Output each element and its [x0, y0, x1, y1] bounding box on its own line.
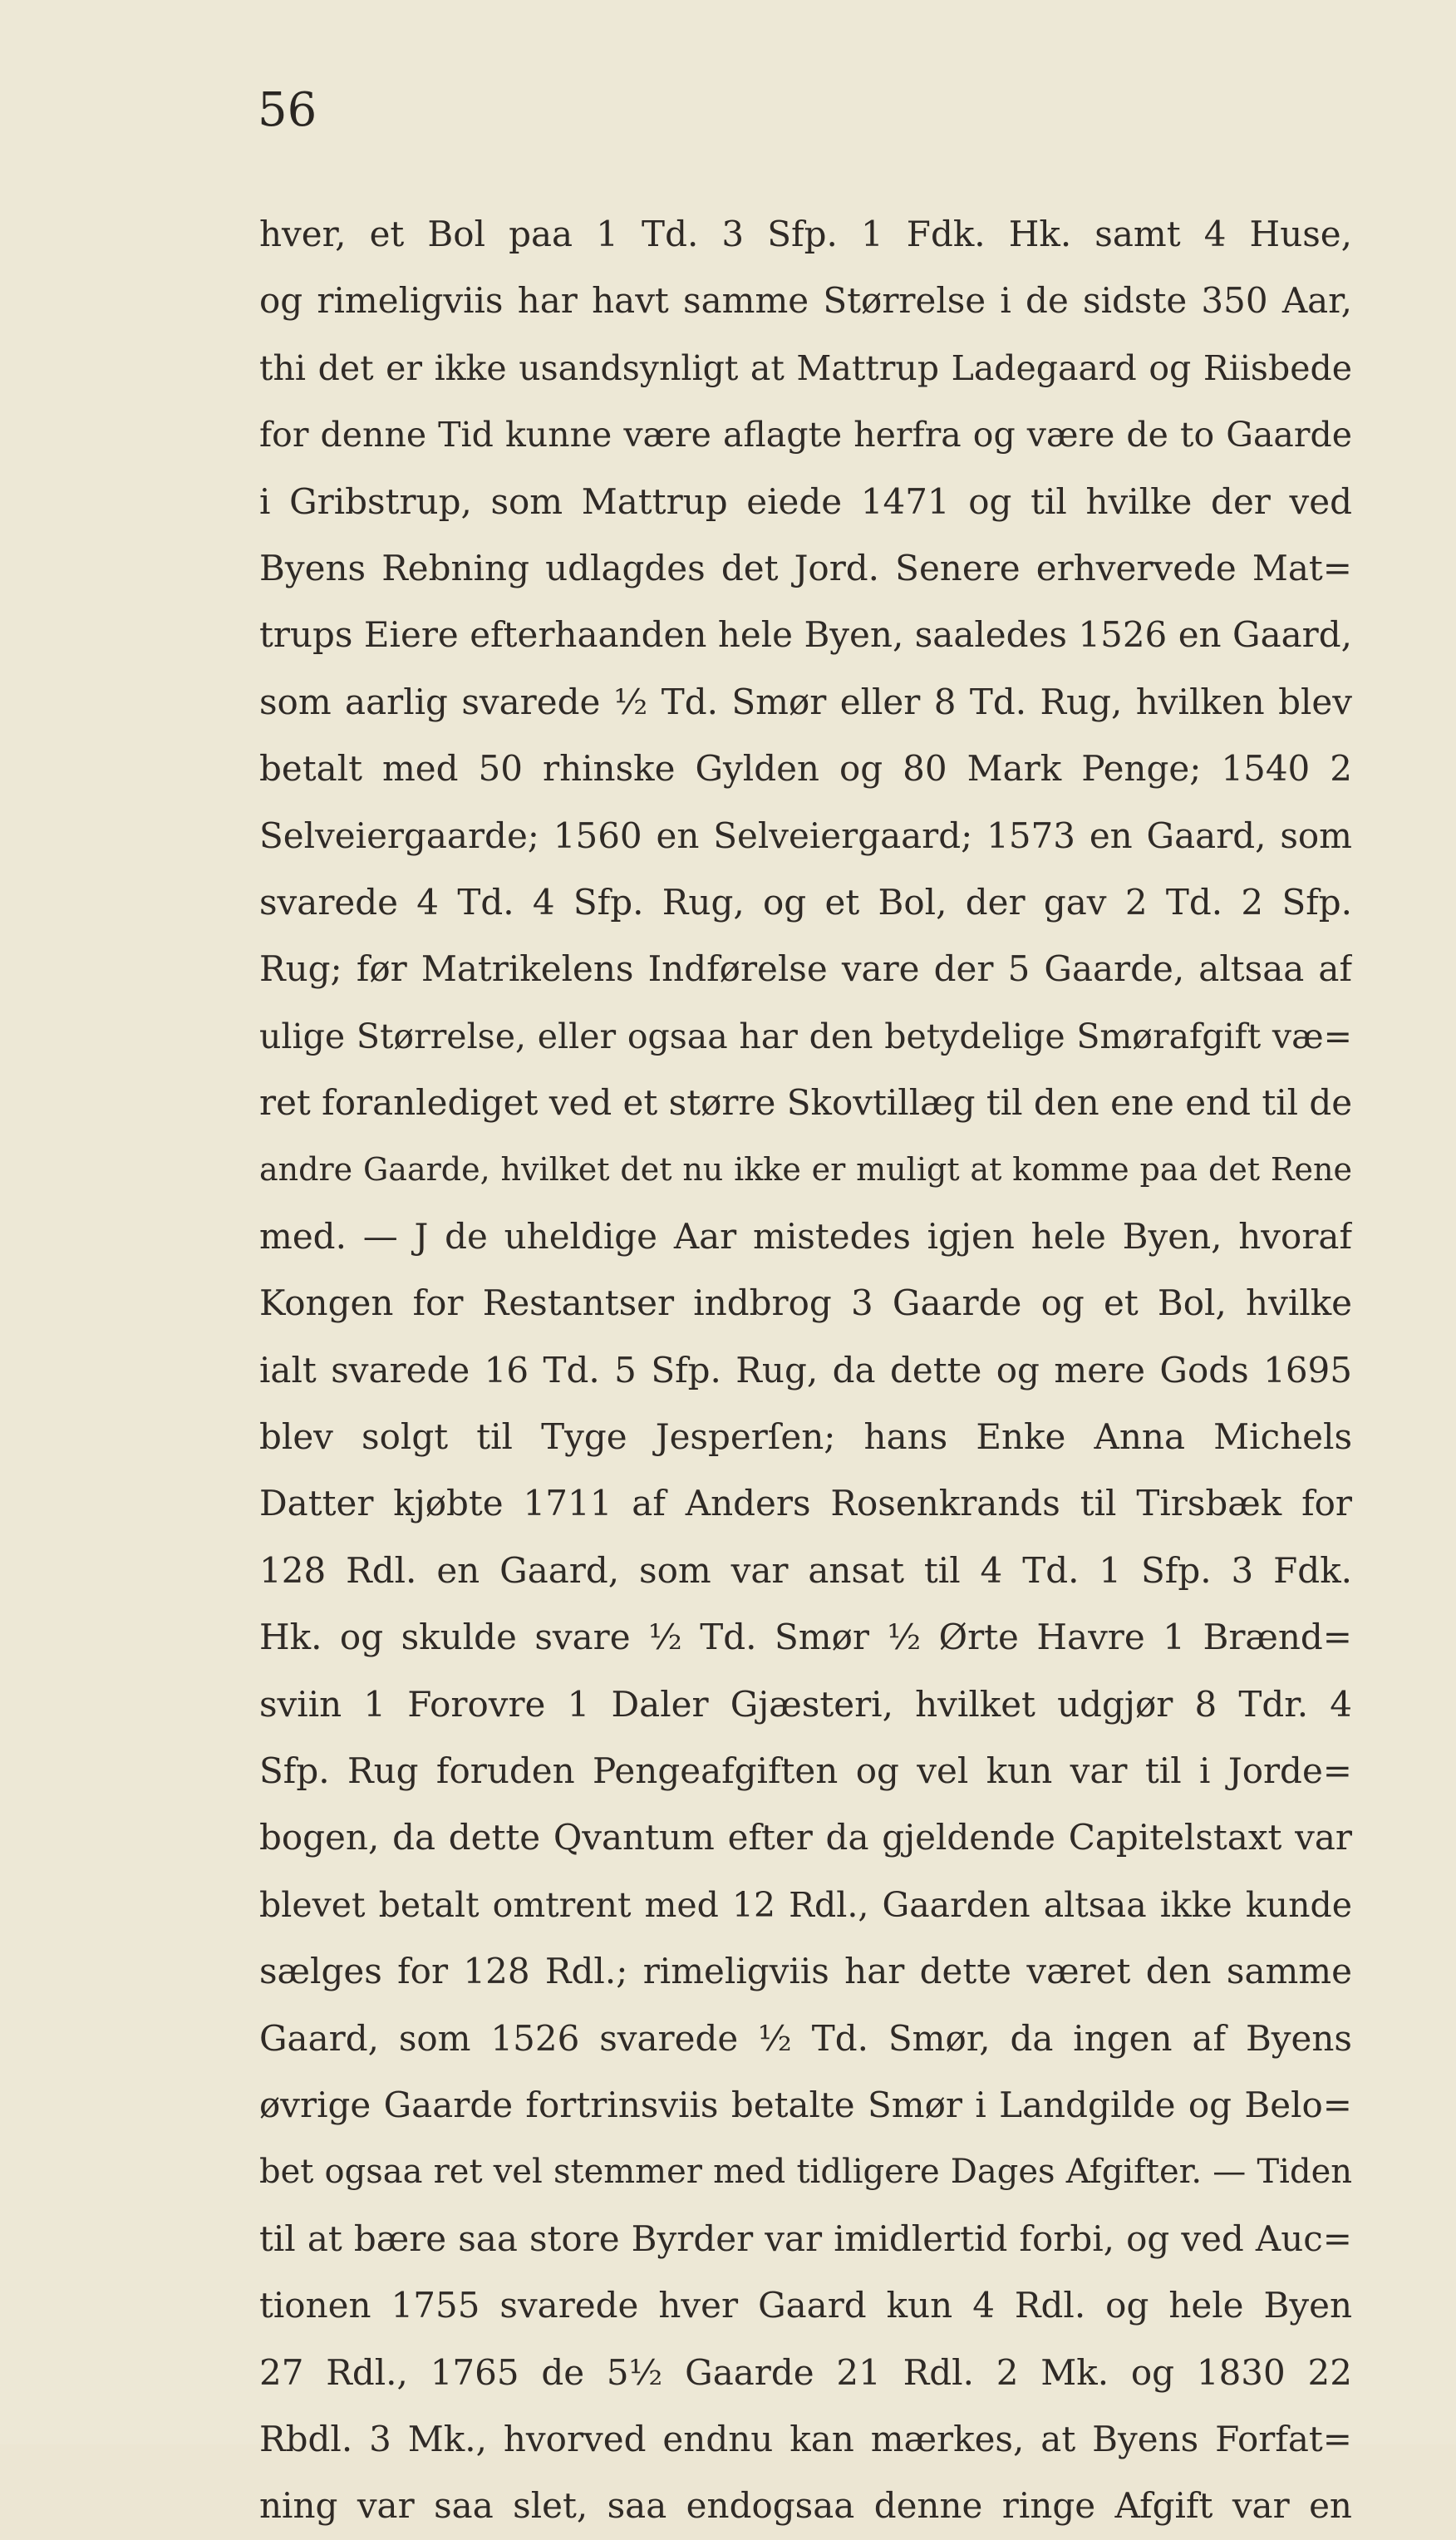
text-line: svarede 4 Td. 4 Sfp. Rug, og et Bol, der gav 2 Td. 2 Sfp.: [259, 881, 1352, 923]
text-line: ning var saa slet, saa endogsaa denne ringe Afgift var en: [259, 2485, 1352, 2527]
text-line: ialt svarede 16 Td. 5 Sfp. Rug, da dette og mere Gods 1695: [259, 1349, 1352, 1391]
text-line: thi det er ikke usandsynligt at Mattrup Ladegaard og Riisbede: [259, 347, 1352, 388]
text-line: blevet betalt omtrent med 12 Rdl., Gaarden altsaa ikke kunde: [259, 1884, 1352, 1925]
text-line: hver, et Bol paa 1 Td. 3 Sfp. 1 Fdk. Hk. samt 4 Huse,: [259, 214, 1352, 254]
text-line: betalt med 50 rhinske Gylden og 80 Mark Penge; 1540 2: [259, 748, 1352, 790]
text-line: trups Eiere efterhaanden hele Byen, saaledes 1526 en Gaard,: [259, 614, 1352, 656]
text-line: og rimeligviis har havt samme Størrelse i de sidste 350 Aar,: [259, 280, 1352, 322]
page-number: 56: [258, 83, 317, 137]
text-line: ret foranlediget ved et større Skovtillæg til den ene end til de: [259, 1082, 1352, 1124]
text-line: sviin 1 Forovre 1 Daler Gjæsteri, hvilket udgjør 8 Tdr. 4: [259, 1683, 1352, 1725]
text-line: 27 Rdl., 1765 de 5½ Gaarde 21 Rdl. 2 Mk. og 1830 22: [259, 2351, 1352, 2393]
text-line: sælges for 128 Rdl.; rimeligviis har dette været den samme: [259, 1951, 1352, 1992]
text-line: Byens Rebning udlagdes det Jord. Senere erhvervede Mat=: [259, 547, 1352, 588]
text-line: Datter kjøbte 1711 af Anders Rosenkrands til Tirsbæk for: [259, 1483, 1352, 1524]
text-line: ulige Størrelse, eller ogsaa har den betydelige Smørafgift væ=: [259, 1016, 1352, 1056]
text-line: i Gribstrup, som Mattrup eiede 1471 og til hvilke der ved: [259, 480, 1352, 522]
text-line: Selveiergaarde; 1560 en Selveiergaard; 1573 en Gaard, som: [259, 815, 1352, 856]
text-line: som aarlig svarede ½ Td. Smør eller 8 Td. Rug, hvilken blev: [259, 681, 1352, 722]
text-line: øvrige Gaarde fortrinsviis betalte Smør i Landgilde og Belo=: [259, 2084, 1352, 2125]
text-line: Rug; før Matrikelens Indførelse vare der 5 Gaarde, altsaa af: [259, 948, 1352, 990]
text-line: bogen, da dette Qvantum efter da gjeldende Capitelstaxt var: [259, 1817, 1352, 1858]
text-line: med. — J de uheldige Aar mistedes igjen hele Byen, hvoraf: [259, 1215, 1352, 1257]
text-line: tionen 1755 svarede hver Gaard kun 4 Rdl. og hele Byen: [259, 2285, 1352, 2326]
text-line: andre Gaarde, hvilket det nu ikke er muligt at komme paa det Rene: [259, 1151, 1352, 1189]
text-line: Rbdl. 3 Mk., hvorved endnu kan mærkes, at Byens Forfat=: [259, 2418, 1352, 2459]
text-line: Hk. og skulde svare ½ Td. Smør ½ Ørte Havre 1 Brænd=: [259, 1617, 1352, 1658]
text-line: 128 Rdl. en Gaard, som var ansat til 4 Td. 1 Sfp. 3 Fdk.: [259, 1549, 1352, 1591]
text-line: bet ogsaa ret vel stemmer med tidligere Dages Afgifter. — Tiden: [259, 2153, 1352, 2192]
body-text: [259, 201, 1352, 2540]
text-line: Kongen for Restantser indbrog 3 Gaarde og et Bol, hvilke: [259, 1282, 1352, 1324]
text-line: Sfp. Rug foruden Pengeafgiften og vel kun var til i Jorde=: [259, 1750, 1352, 1791]
text-line: blev solgt til Tyge Jesperſen; hans Enke Anna Michels: [259, 1416, 1352, 1458]
text-line: til at bære saa store Byrder var imidlertid forbi, og ved Auc=: [259, 2218, 1352, 2259]
text-line: for denne Tid kunne være aflagte herfra og være de to Gaarde: [259, 415, 1352, 455]
text-line: Gaard, som 1526 svarede ½ Td. Smør, da ingen af Byens: [259, 2017, 1352, 2059]
